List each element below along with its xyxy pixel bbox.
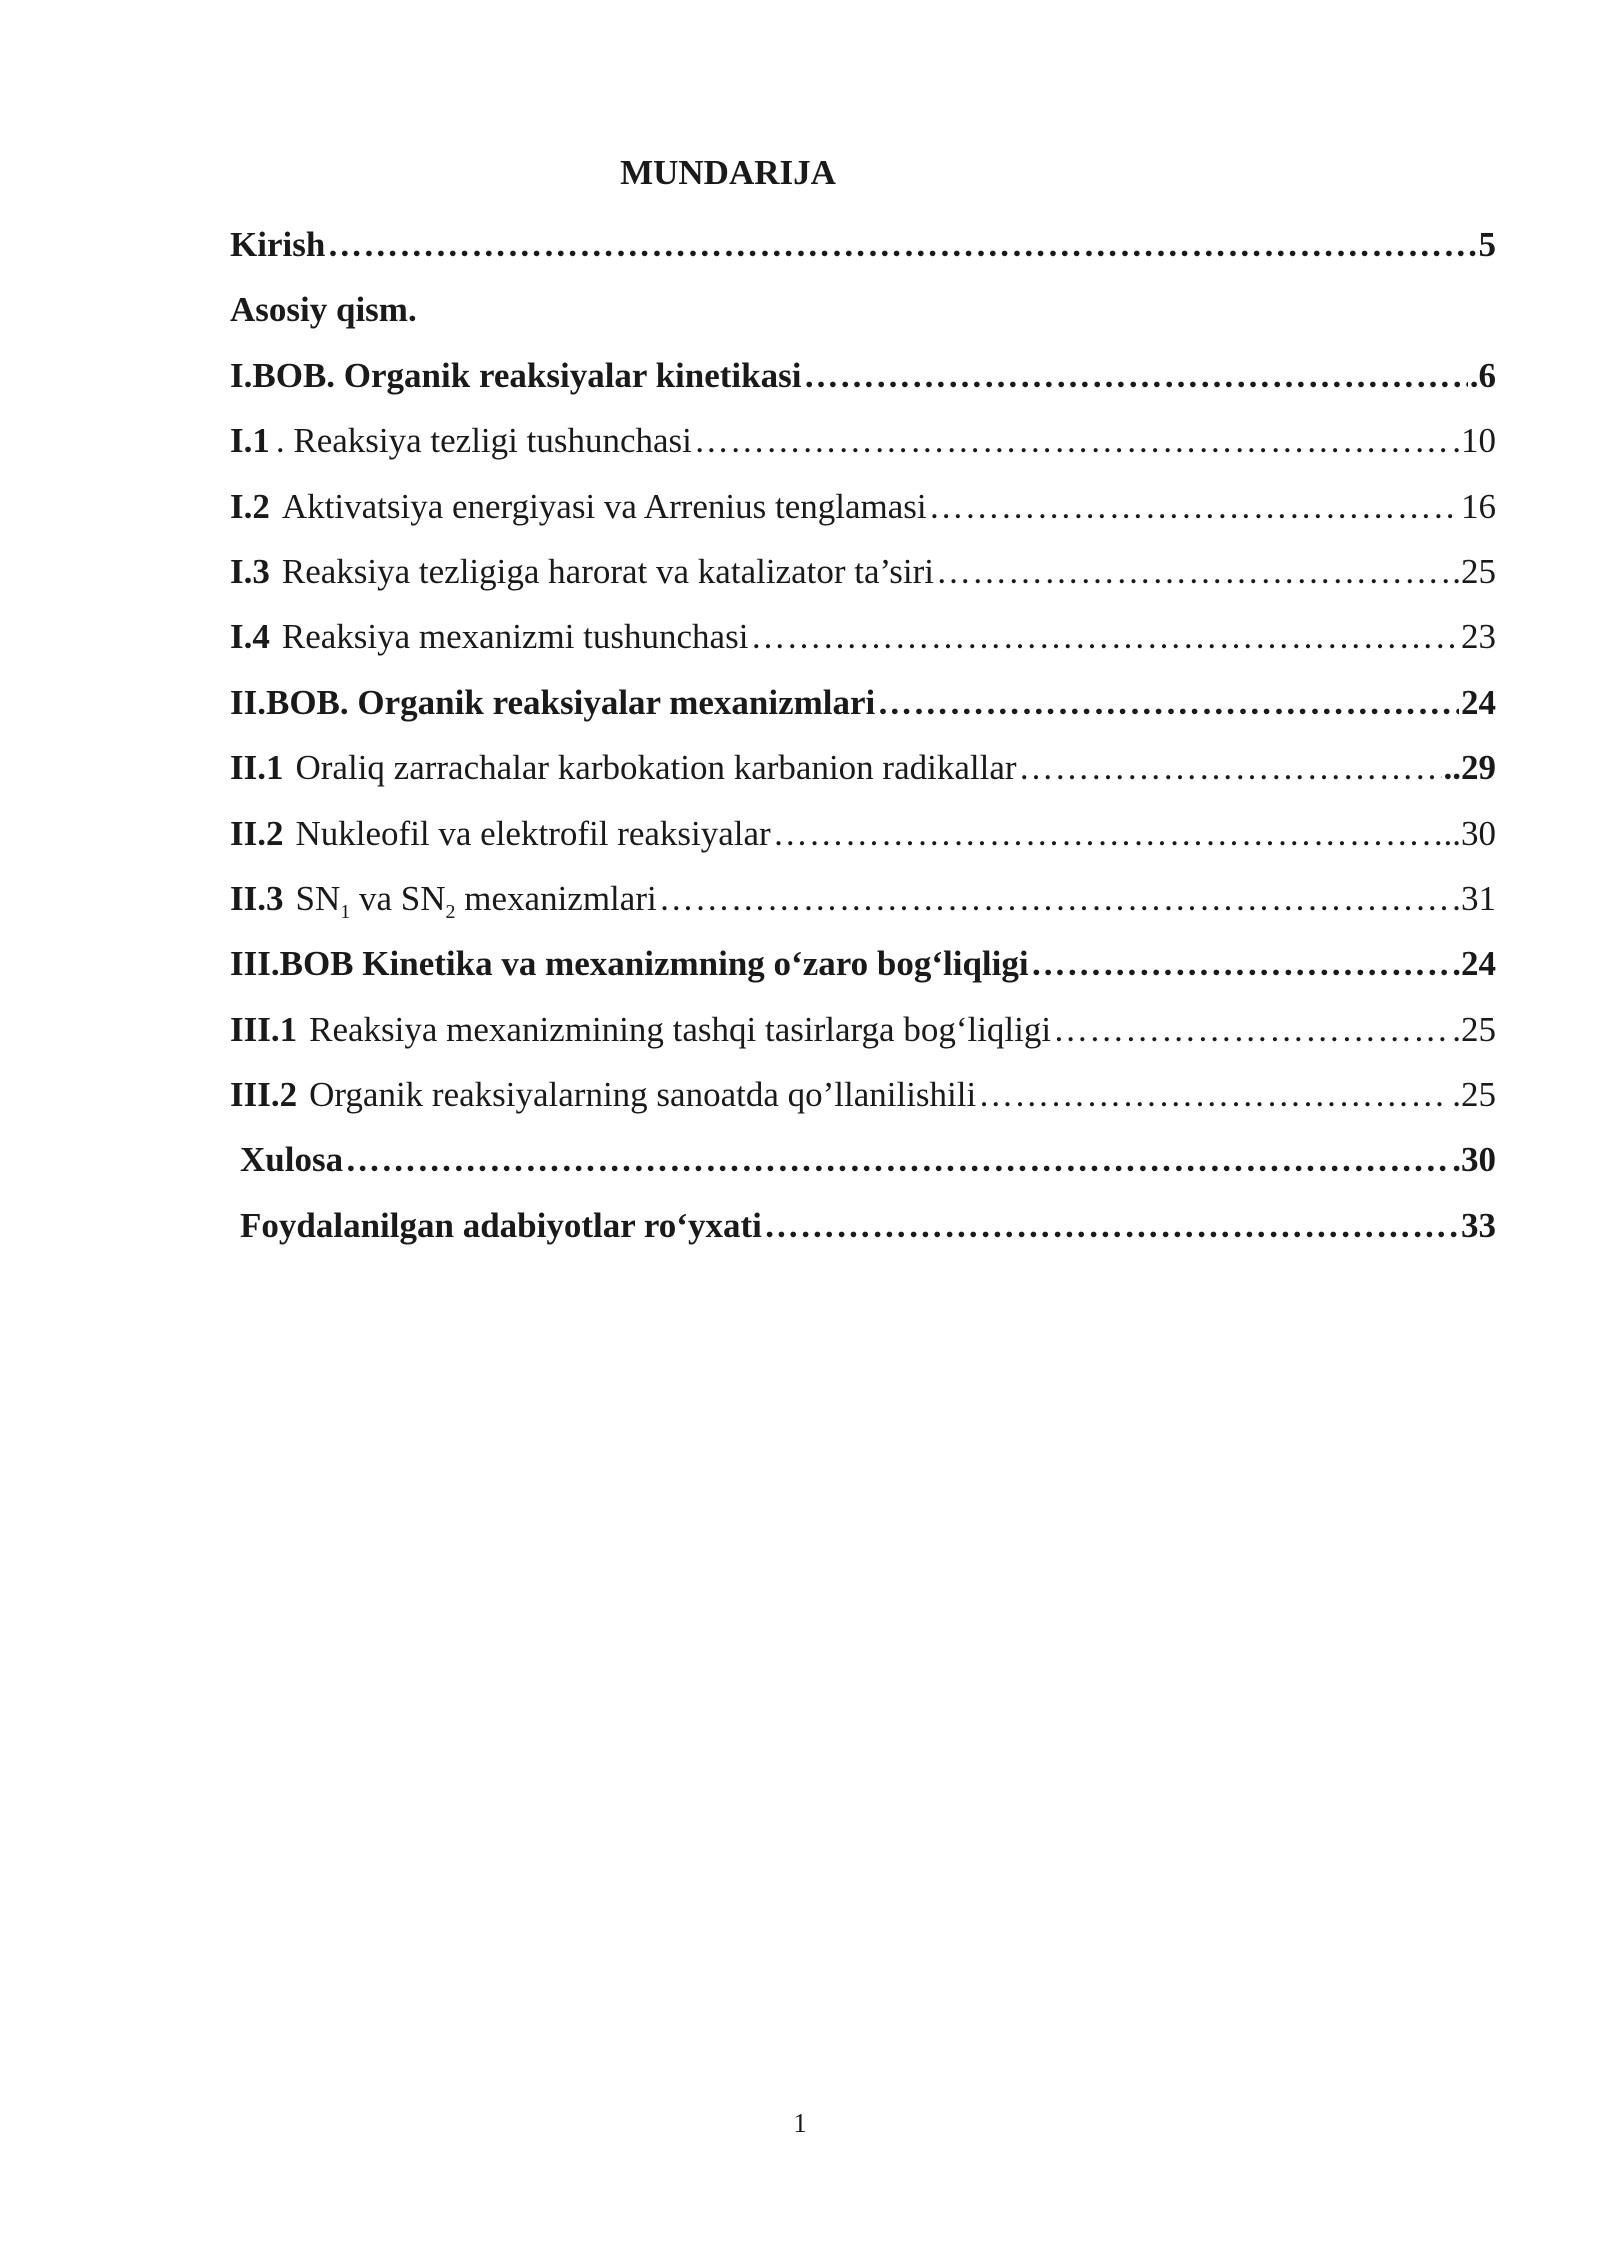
- toc-page-number: 23: [1461, 617, 1496, 657]
- toc-entry-1-3: [230, 539, 1496, 604]
- toc-leader: [694, 408, 1450, 473]
- toc-page-number: .25: [1452, 1009, 1496, 1049]
- toc-section-number: I.2: [230, 486, 270, 526]
- toc-page-number: ..29: [1443, 748, 1496, 788]
- toc-leader: [773, 801, 1442, 866]
- toc-entry-text: Nukleofil va elektrofil reaksiyalar: [295, 813, 771, 853]
- toc-entry-text: Aktivatsiya energiyasi va Arrenius tenglamasi: [281, 486, 927, 526]
- toc-entry-text: Reaksiya mexanizmining tashqi tasirlarga bog‘liqligi: [309, 1009, 1052, 1049]
- toc-page-number: .24: [1452, 944, 1496, 984]
- toc-entry-xulosa: [230, 1127, 1496, 1192]
- toc-entry-text: II.BOB. Organik reaksiyalar mexanizmlari: [230, 682, 876, 722]
- page-title: MUNDARIJA: [620, 153, 836, 192]
- toc-entry-kirish: [230, 212, 1496, 277]
- toc-entry-text: Oraliq zarrachalar karbokation karbanion radikallar: [295, 748, 1017, 788]
- toc-leader: [345, 1127, 1450, 1192]
- toc-entry-text: Kirish: [230, 225, 326, 264]
- toc-leader: [659, 866, 1459, 931]
- toc-entry-3-1: [230, 997, 1496, 1062]
- toc-leader: [327, 212, 1476, 277]
- toc-entry-text: Reaksiya tezligiga harorat va katalizator ta’siri: [281, 551, 934, 591]
- toc-entry-text: Foydalanilgan adabiyotlar ro‘yxati: [240, 1205, 762, 1245]
- toc-page-number: .25: [1452, 551, 1496, 591]
- toc-section-number: I.4: [230, 617, 270, 657]
- toc-section-number: II.2: [230, 813, 284, 853]
- sn-subscript: 2: [445, 900, 456, 923]
- toc-entry-chapter-2: [230, 670, 1496, 735]
- toc-leader: [803, 343, 1467, 408]
- sn-subscript: 1: [340, 900, 351, 923]
- toc-page-number: .30: [1452, 1140, 1496, 1180]
- toc-page-number: .6: [1469, 355, 1496, 395]
- toc-entry-3-2: [230, 1062, 1496, 1127]
- page-number-footer: 1: [793, 2108, 807, 2138]
- toc-section-number: I.3: [230, 551, 270, 591]
- toc-entry-1-4: [230, 604, 1496, 669]
- toc-leader: [877, 670, 1459, 735]
- toc-page-number: 16: [1461, 486, 1496, 526]
- toc-leader: [929, 474, 1459, 539]
- toc-page-number: 31: [1461, 878, 1496, 918]
- toc-section-number: III.2: [230, 1075, 298, 1115]
- toc-entry-chapter-3: [230, 931, 1496, 996]
- toc-entry-text: Reaksiya mexanizmi tushunchasi: [281, 617, 749, 657]
- toc-page-number: 24: [1461, 682, 1496, 722]
- toc-entry-text: . Reaksiya tezligi tushunchasi: [275, 421, 692, 461]
- toc-entry-asosiy-qism: [230, 277, 1496, 342]
- toc-leader: [1053, 997, 1450, 1062]
- toc-leader: [764, 1193, 1459, 1258]
- toc-entry-2-3: [230, 866, 1496, 931]
- toc-section-number: III.1: [230, 1009, 298, 1049]
- toc-page-number: .10: [1452, 421, 1496, 461]
- toc-page-number: 33: [1461, 1205, 1496, 1245]
- toc-leader: [978, 1062, 1450, 1127]
- toc-entry-text: III.BOB Kinetika va mexanizmning o‘zaro bog‘liqligi: [230, 944, 1029, 984]
- toc-section-number: I.1: [230, 421, 270, 461]
- toc-entry-1-2: [230, 474, 1496, 539]
- toc-leader: [1019, 735, 1442, 800]
- toc-section-number: II.1: [230, 748, 284, 788]
- table-of-contents: [230, 212, 1496, 1258]
- toc-entry-adabiyotlar: [230, 1193, 1496, 1258]
- toc-page-number: .25: [1452, 1075, 1496, 1115]
- toc-leader: [1031, 931, 1451, 996]
- sn-text: mexanizmlari: [455, 878, 657, 918]
- toc-entry-text: I.BOB. Organik reaksiyalar kinetikasi: [230, 355, 802, 395]
- toc-section-number: II.3: [230, 878, 284, 918]
- toc-entry-1-1: [230, 408, 1496, 473]
- toc-leader: [750, 604, 1459, 669]
- toc-entry-text: Organik reaksiyalarning sanoatda qo’llanilishili: [309, 1075, 977, 1115]
- toc-page-number: ..30: [1443, 813, 1496, 853]
- toc-entry-text: Xulosa: [240, 1140, 344, 1180]
- toc-leader: [936, 539, 1450, 604]
- toc-entry-text: [296, 866, 657, 931]
- sn-text: SN: [295, 878, 341, 918]
- toc-entry-text: Asosiy qism.: [230, 290, 417, 330]
- sn-text: va SN: [350, 878, 446, 918]
- toc-entry-2-2: [230, 801, 1496, 866]
- toc-page-number: 5: [1478, 225, 1496, 264]
- toc-entry-2-1: [230, 735, 1496, 800]
- toc-entry-chapter-1: [230, 343, 1496, 408]
